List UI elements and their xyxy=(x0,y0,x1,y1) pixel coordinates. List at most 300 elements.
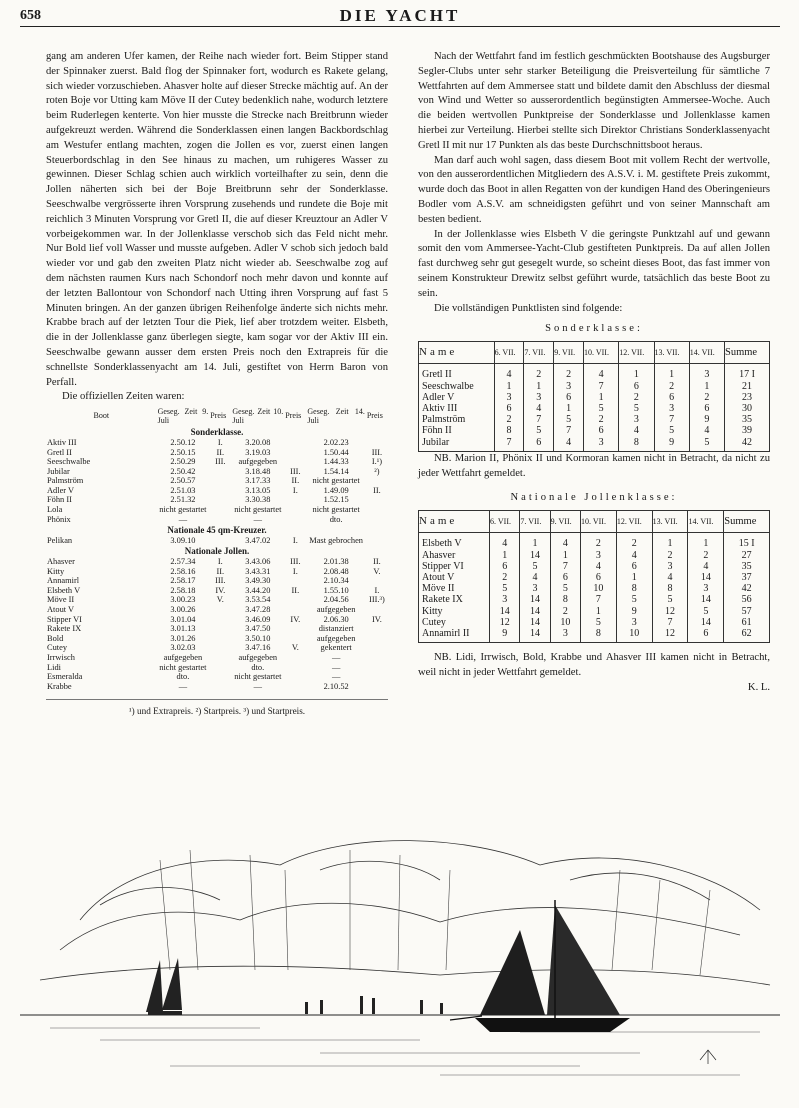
points-cell: 1 xyxy=(616,572,652,583)
boat-name-cell: Möve II xyxy=(47,595,75,605)
prize-paragraph: Nach der Wettfahrt fand im festlich geschmückten Bootshause des Augsburger Segler-Clubs unter sehr starker Beteiligung die Preisverteilung für sämtliche 7 Wettfahrten auf dem Ammersee statt und bildete damit den Abschluss der diesmal von Wind und Wetter so ausserordentlich begünstigten Ammersee-Woche. Auch die beiden wertvollen Punktpreise der Sonderklasse und Jollenklasse kamen hierbei zur Verteilung. Hierbei stellte sich Direktor Christians Sonderklassenyacht Gretl II mit nur 17 Punkten als das beste Durchschnittsboot heraus. xyxy=(418,51,770,151)
time-cell: 1.54.14 xyxy=(323,466,349,476)
jollen-points-table xyxy=(418,510,770,643)
boat-name-cell: Elsbeth V xyxy=(419,533,490,550)
points-cell: 3 xyxy=(689,364,724,381)
boat-name-cell: Rakete IX xyxy=(419,594,490,605)
points-cell: 9 xyxy=(689,414,724,425)
times-footnote: ¹) und Extrapreis. ²) Startpreis. ³) und Startpreis. xyxy=(46,699,388,719)
time-cell: IV. xyxy=(215,585,226,595)
time-cell: 3.30.38 xyxy=(245,495,271,505)
sonder-note: NB. Marion II, Phönix II und Kormoran kamen nicht in Betracht, da nicht zu jeder Wettfahrt gemeldet. xyxy=(418,452,770,479)
boat-name-cell: Pelikan xyxy=(47,535,73,545)
time-cell xyxy=(366,634,388,644)
points-cell: 7 xyxy=(652,617,688,628)
time-cell: nicht gestartet xyxy=(312,476,360,486)
time-cell: 2.50.12 xyxy=(170,437,196,447)
time-cell xyxy=(366,663,388,673)
times-table-row xyxy=(46,653,388,663)
time-cell: nicht gestartet xyxy=(234,505,282,515)
points-table-row xyxy=(419,403,770,414)
points-cell: 5 xyxy=(550,583,580,594)
time-cell: — xyxy=(178,514,188,524)
time-cell: 2.04.56 xyxy=(323,595,349,605)
points-header-cell: Name xyxy=(419,511,490,533)
sum-cell: 30 xyxy=(725,403,770,414)
time-cell: 2.10.52 xyxy=(323,681,349,691)
points-header-cell: 6. VII. xyxy=(490,511,520,533)
points-cell: 3 xyxy=(652,561,688,572)
times-table-row xyxy=(46,515,388,525)
time-cell: — xyxy=(331,672,341,682)
time-cell: 3.13.05 xyxy=(245,485,271,495)
time-cell: III. xyxy=(215,457,226,467)
points-cell: 8 xyxy=(580,628,616,643)
boat-name-cell: Palmström xyxy=(47,476,84,486)
page-header xyxy=(20,6,780,28)
points-cell: 1 xyxy=(689,381,724,392)
time-cell: 3.20.08 xyxy=(245,437,271,447)
points-cell: 4 xyxy=(580,561,616,572)
jollen-note: NB. Lidi, Irrwisch, Bold, Krabbe und Ahasver III kamen nicht in Betracht, weil nicht in jeder Wettfahrt gemeldet. xyxy=(418,652,770,678)
time-cell: 2.58.18 xyxy=(170,585,196,595)
time-cell: distanziert xyxy=(318,624,354,634)
boat-name-cell: Annamirl II xyxy=(419,628,490,643)
time-cell: 3.01.26 xyxy=(170,633,196,643)
time-cell xyxy=(284,682,306,692)
boat-name-cell: Jubilar xyxy=(47,466,70,476)
points-cell: 14 xyxy=(688,617,724,628)
points-table-row xyxy=(419,594,770,605)
time-cell xyxy=(366,672,388,682)
header-prize: Preis xyxy=(366,411,383,421)
points-cell: 3 xyxy=(550,628,580,643)
time-cell: 3.49.30 xyxy=(245,576,271,586)
points-cell: 14 xyxy=(520,550,550,561)
time-cell: 1.55.10 xyxy=(323,585,349,595)
points-header-cell: 13. VII. xyxy=(654,342,689,364)
time-cell: I. xyxy=(374,585,380,595)
time-cell xyxy=(284,438,306,448)
points-cell: 4 xyxy=(616,550,652,561)
points-cell: 3 xyxy=(584,437,619,452)
time-cell: 3.00.26 xyxy=(170,605,196,614)
points-cell: 4 xyxy=(688,561,724,572)
race-report-paragraph: gang am anderen Ufer kamen, der Reihe nach wieder fort. Beim Stipper stand der Spinnaker zuerst. Bald flog der Spinnaker fort, wodurch es Rakete gelang, sich wieder vorzuschieben. Ahasver holte auf dieser Strecke mächtig auf. An der roten Boje vor Utting kam Möve II der Cutey bedenklich nahe, wodurch letztere beim Ruderlegen kenterte. Von hier musste die Strecke nach Breitbrunn wieder aufgekreuzt werden. Während die Sonderklassen einen langen Backbordschlag am Westufer entlang machten, zogen die Jollen es vor, zuerst einen langen Steuerbordschlag in den See hinaus zu machen, um ruhigeres Wasser zu gewinnen. Dieser Schlag schien auch wirklich vorteilhafter zu sein, denn die Jollen näherten sich bei der Boje Breitbrunn sehr der Sonderklasse. Seeschwalbe vergrösserte ihren Vorsprung zusehends und rundete die Boje mit reichlich 3 Minuten Vorsprung vor Gretl II, die auf dieser Kreuztour an Adler V vorbeigekommen war. In der Jollenklasse verschob sich das Feld nicht mehr. Nur Bold lief voll Wasser und musste aufgeben. Adler V schob sich jedoch bald wieder vor und gab den zweiten Platz nicht wieder ab. Seeschwalbe zog auf dem nächsten raumen Kurs nach Schondorf noch mehr davon und konnte auf der letzten Ballontour von Schondorf nach Utting ihren Vorsprung auf fast 5 Minuten bringen. An der ganzen übrigen Reihenfolge änderte sich nichts mehr. Krabbe brach auf der letzten Tour die Piek, lief aber trotzdem weiter. Elsbeth, die in der Jollenklasse ganz überlegen siegte, kam sogar vor der Aktiv III ein. Seeschwalbe gewann ausser dem ersten Preis noch den Extrapreis für die schnellste Sonderklassenyacht am 14. Juli, gestiftet von Herrn Baron von Perfall. xyxy=(46,51,388,388)
time-cell xyxy=(284,634,306,644)
points-cell: 4 xyxy=(584,364,619,381)
times-table-row xyxy=(46,615,388,625)
boat-name-cell: Elsbeth V xyxy=(47,585,81,595)
time-cell: I. xyxy=(217,437,223,447)
points-cell: 12 xyxy=(652,606,688,617)
points-cell: 3 xyxy=(490,594,520,605)
time-cell: I. xyxy=(292,566,298,576)
time-cell: V. xyxy=(291,643,299,653)
points-header-cell: 7. VII. xyxy=(524,342,554,364)
points-header-cell: 14. VII. xyxy=(689,342,724,364)
points-cell: 5 xyxy=(490,583,520,594)
times-section-title: Sonderklasse. xyxy=(190,427,244,438)
points-cell: 5 xyxy=(554,414,584,425)
time-cell xyxy=(284,448,306,458)
points-table-row xyxy=(419,437,770,452)
journal-title: DIE YACHT xyxy=(339,6,461,25)
points-cell: 2 xyxy=(652,550,688,561)
points-header-cell: 14. VII. xyxy=(688,511,724,533)
times-table-row xyxy=(46,448,388,458)
time-cell xyxy=(366,643,388,653)
points-cell: 1 xyxy=(654,364,689,381)
time-cell xyxy=(366,653,388,663)
points-cell: 4 xyxy=(494,364,524,381)
points-header-cell: 12. VII. xyxy=(616,511,652,533)
jollen-points-title: Nationale Jollenklasse: xyxy=(510,492,678,504)
sailing-boats-illustration xyxy=(20,810,780,1085)
points-cell: 2 xyxy=(494,414,524,425)
points-cell: 4 xyxy=(520,572,550,583)
boat-name-cell: Föhn II xyxy=(47,495,72,505)
points-header-cell: 10. VII. xyxy=(584,342,619,364)
times-table-row xyxy=(46,634,388,644)
header-time-9-july: Geseg. Zeit 9. Juli xyxy=(157,407,209,425)
time-cell xyxy=(209,476,231,486)
time-cell xyxy=(366,476,388,486)
time-cell: 3.00.23 xyxy=(170,595,196,605)
sum-cell: 42 xyxy=(724,583,770,594)
prize-paragraph: Man darf auch wohl sagen, dass diesem Boot mit vollem Recht der wertvolle, von den ausserordentlichen Mitgliedern des A.S.V. i. M. gestiftete Preis zukommt, wurde doch das Boot in allen Regatten von der kundigen Hand des Oberingenieurs Bodler vom A.S.V. am schneidigsten geführt und von seiner Mannschaft am besten bedient. xyxy=(418,154,770,225)
times-table-row xyxy=(46,438,388,448)
time-cell: 2.06.30 xyxy=(323,614,349,624)
points-cell: 3 xyxy=(654,403,689,414)
time-cell: — xyxy=(331,652,341,662)
time-cell: III. xyxy=(371,447,383,457)
points-cell: 6 xyxy=(619,381,654,392)
points-cell: 14 xyxy=(688,572,724,583)
time-cell: III. xyxy=(290,466,301,476)
points-cell: 5 xyxy=(584,403,619,414)
boat-name-cell: Krabbe xyxy=(47,681,72,691)
points-cell: 10 xyxy=(550,617,580,628)
times-table-row xyxy=(46,576,388,586)
time-cell: 2.50.57 xyxy=(170,476,196,486)
time-cell: 3.09.10 xyxy=(170,535,196,545)
boat-name-cell: Kitty xyxy=(419,606,490,617)
points-cell: 6 xyxy=(616,561,652,572)
points-cell: 4 xyxy=(524,403,554,414)
points-cell: 6 xyxy=(688,628,724,643)
times-section-title: Nationale Jollen. xyxy=(184,546,250,557)
boat-name-cell: Palmström xyxy=(419,414,495,425)
points-cell: 2 xyxy=(689,392,724,403)
times-table-row xyxy=(46,682,388,692)
time-cell: 3.01.13 xyxy=(170,624,196,634)
time-cell: nicht gestartet xyxy=(159,505,207,515)
boat-name-cell: Kitty xyxy=(47,566,65,576)
time-cell: III.³) xyxy=(369,595,385,605)
points-cell: 6 xyxy=(689,403,724,414)
time-cell: dto. xyxy=(176,672,190,682)
points-cell: 4 xyxy=(554,437,584,452)
time-cell: II. xyxy=(373,485,381,495)
points-cell: 8 xyxy=(550,594,580,605)
header-time-14-july: Geseg. Zeit 14. Juli xyxy=(307,407,365,425)
time-cell: III. xyxy=(290,557,301,567)
time-cell xyxy=(366,495,388,505)
time-cell xyxy=(284,653,306,663)
boat-name-cell: Phönix xyxy=(47,514,71,524)
times-table-row xyxy=(46,495,388,505)
sonder-points-title: Sonderklasse: xyxy=(545,323,643,335)
points-cell: 2 xyxy=(524,364,554,381)
time-cell xyxy=(209,634,231,644)
points-cell: 2 xyxy=(490,572,520,583)
points-cell: 7 xyxy=(580,594,616,605)
boat-name-cell: Adler V xyxy=(419,392,495,403)
times-table-row xyxy=(46,586,388,596)
time-cell: dto. xyxy=(329,514,343,524)
time-cell xyxy=(284,576,306,586)
sum-cell: 35 xyxy=(725,414,770,425)
sum-cell: 62 xyxy=(724,628,770,643)
time-cell xyxy=(284,595,306,605)
points-table-row xyxy=(419,561,770,572)
points-cell: 2 xyxy=(619,392,654,403)
time-cell: 3.17.33 xyxy=(245,476,271,486)
time-cell xyxy=(284,457,306,467)
points-cell: 1 xyxy=(688,533,724,550)
time-cell: aufgegeben xyxy=(238,652,278,662)
time-cell xyxy=(209,624,231,634)
boat-name-cell: Seeschwalbe xyxy=(47,457,91,467)
time-cell: 2.51.03 xyxy=(170,485,196,495)
points-table-row xyxy=(419,550,770,561)
points-cell: 1 xyxy=(584,392,619,403)
time-cell: I. xyxy=(217,557,223,567)
boat-name-cell: Annamirl xyxy=(47,576,80,586)
points-cell: 5 xyxy=(688,606,724,617)
points-cell: 5 xyxy=(654,425,689,436)
points-cell: 4 xyxy=(550,533,580,550)
time-cell: 2.57.34 xyxy=(170,557,196,567)
boat-name-cell: Bold xyxy=(47,633,64,643)
points-cell: 1 xyxy=(524,381,554,392)
time-cell: 3.47.02 xyxy=(245,535,271,545)
time-cell xyxy=(209,505,231,515)
points-table-row xyxy=(419,533,770,550)
points-header-cell: Summe xyxy=(725,342,770,364)
time-cell xyxy=(366,505,388,515)
points-cell: 14 xyxy=(490,606,520,617)
points-table-row xyxy=(419,414,770,425)
points-table-row xyxy=(419,572,770,583)
times-table-row xyxy=(46,663,388,673)
sum-cell: 23 xyxy=(725,392,770,403)
times-table-row xyxy=(46,595,388,605)
time-cell xyxy=(366,576,388,586)
time-cell: I.¹) xyxy=(371,457,383,467)
time-cell: II. xyxy=(291,476,300,486)
time-cell: nicht gestartet xyxy=(234,672,282,682)
points-header-cell: Name xyxy=(419,342,495,364)
points-cell: 2 xyxy=(550,606,580,617)
time-cell xyxy=(284,495,306,505)
time-cell: nicht gestartet xyxy=(159,662,207,672)
points-cell: 7 xyxy=(550,561,580,572)
time-cell: gekentert xyxy=(320,643,352,653)
points-cell: 6 xyxy=(524,437,554,452)
time-cell xyxy=(284,672,306,682)
points-table-row xyxy=(419,364,770,381)
time-cell: 1.49.09 xyxy=(323,485,349,495)
time-cell xyxy=(209,672,231,682)
boat-name-cell: Möve II xyxy=(419,583,490,594)
boat-name-cell: Ahasver xyxy=(419,550,490,561)
sum-cell: 21 xyxy=(725,381,770,392)
time-cell xyxy=(284,624,306,634)
boat-name-cell: Ahasver xyxy=(47,557,75,567)
points-cell: 4 xyxy=(689,425,724,436)
points-cell: 5 xyxy=(524,425,554,436)
time-cell: 2.51.32 xyxy=(170,495,196,505)
points-cell: 6 xyxy=(490,561,520,572)
times-table-row xyxy=(46,476,388,486)
time-cell xyxy=(284,605,306,615)
time-cell: 3.53.54 xyxy=(245,595,271,605)
points-cell: 10 xyxy=(580,583,616,594)
points-cell: 12 xyxy=(652,628,688,643)
points-cell: 8 xyxy=(652,583,688,594)
time-cell: 3.43.06 xyxy=(245,557,271,567)
times-table-row xyxy=(46,557,388,567)
time-cell: V. xyxy=(373,566,381,576)
time-cell: 3.50.10 xyxy=(245,633,271,643)
points-table-row xyxy=(419,583,770,594)
times-table-row xyxy=(46,467,388,477)
time-cell: II. xyxy=(216,566,225,576)
time-cell: III. xyxy=(215,576,226,586)
boat-name-cell: Esmeralda xyxy=(47,672,83,682)
time-cell: IV. xyxy=(290,614,301,624)
times-table-row xyxy=(46,643,388,653)
points-cell: 12 xyxy=(490,617,520,628)
points-cell: 1 xyxy=(490,550,520,561)
points-cell: 1 xyxy=(619,364,654,381)
points-cell: 6 xyxy=(494,403,524,414)
points-cell: 3 xyxy=(494,392,524,403)
points-cell: 1 xyxy=(652,533,688,550)
points-header-row xyxy=(419,342,770,364)
time-cell: 3.02.03 xyxy=(170,643,196,653)
time-cell: 2.50.15 xyxy=(170,447,196,457)
times-section-row xyxy=(46,545,388,557)
time-cell: nicht gestartet xyxy=(312,505,360,515)
points-cell: 4 xyxy=(619,425,654,436)
boat-name-cell: Irrwisch xyxy=(47,652,75,662)
time-cell xyxy=(284,515,306,525)
points-header-cell: 13. VII. xyxy=(652,511,688,533)
points-intro: Die vollständigen Punktlisten sind folgende: xyxy=(434,302,623,314)
time-cell xyxy=(366,605,388,615)
points-header-cell: 10. VII. xyxy=(580,511,616,533)
points-cell: 4 xyxy=(490,533,520,550)
points-cell: 3 xyxy=(520,583,550,594)
points-cell: 7 xyxy=(494,437,524,452)
points-cell: 6 xyxy=(554,392,584,403)
sum-cell: 37 xyxy=(724,572,770,583)
time-cell: IV. xyxy=(372,614,382,624)
time-cell xyxy=(209,536,231,546)
time-cell: II. xyxy=(291,585,300,595)
time-cell: — xyxy=(253,681,263,691)
sum-cell: 57 xyxy=(724,606,770,617)
points-cell: 14 xyxy=(520,617,550,628)
times-table-row xyxy=(46,536,388,546)
points-table-row xyxy=(419,606,770,617)
time-cell: 3.46.09 xyxy=(245,614,271,624)
points-header-cell: 7. VII. xyxy=(520,511,550,533)
points-header-cell: 6. VII. xyxy=(494,342,524,364)
points-cell: 3 xyxy=(619,414,654,425)
time-cell: — xyxy=(331,662,341,672)
boat-name-cell: Atout V xyxy=(47,605,75,614)
time-cell: 3.47.16 xyxy=(245,643,271,653)
time-cell: 2.50.29 xyxy=(170,457,196,467)
sum-cell: 35 xyxy=(724,561,770,572)
points-cell: 9 xyxy=(616,606,652,617)
points-cell: 2 xyxy=(688,550,724,561)
header-prize: Preis xyxy=(285,411,302,421)
points-cell: 14 xyxy=(520,594,550,605)
points-cell: 10 xyxy=(616,628,652,643)
sum-cell: 17 I xyxy=(725,364,770,381)
time-cell: 1.50.44 xyxy=(323,447,349,457)
time-cell xyxy=(209,615,231,625)
sum-cell: 56 xyxy=(724,594,770,605)
points-cell: 6 xyxy=(550,572,580,583)
points-table-row xyxy=(419,392,770,403)
time-cell: 2.58.17 xyxy=(170,576,196,586)
times-table-row xyxy=(46,567,388,577)
points-cell: 1 xyxy=(554,403,584,414)
boat-name-cell: Lola xyxy=(47,505,63,515)
points-cell: 3 xyxy=(688,583,724,594)
sum-cell: 42 xyxy=(725,437,770,452)
boat-name-cell: Stipper VI xyxy=(419,561,490,572)
points-cell: 2 xyxy=(580,533,616,550)
time-cell: aufgegeben xyxy=(163,652,203,662)
points-header-row xyxy=(419,511,770,533)
sum-cell: 61 xyxy=(724,617,770,628)
time-cell: II. xyxy=(373,557,381,567)
time-cell xyxy=(209,515,231,525)
boat-name-cell: Stipper VI xyxy=(47,614,82,624)
points-cell: 2 xyxy=(584,414,619,425)
times-table-row xyxy=(46,457,388,467)
points-cell: 7 xyxy=(584,381,619,392)
points-cell: 5 xyxy=(619,403,654,414)
times-table-row xyxy=(46,505,388,515)
boat-name-cell: Lidi xyxy=(47,662,61,672)
points-cell: 6 xyxy=(580,572,616,583)
time-cell: 3.01.04 xyxy=(170,614,196,624)
times-header-row xyxy=(46,407,388,426)
time-cell: dto. xyxy=(251,662,265,672)
points-cell: 3 xyxy=(554,381,584,392)
time-cell: 1.44.33 xyxy=(323,457,349,467)
points-cell: 2 xyxy=(554,364,584,381)
boat-name-cell: Cutey xyxy=(419,617,490,628)
